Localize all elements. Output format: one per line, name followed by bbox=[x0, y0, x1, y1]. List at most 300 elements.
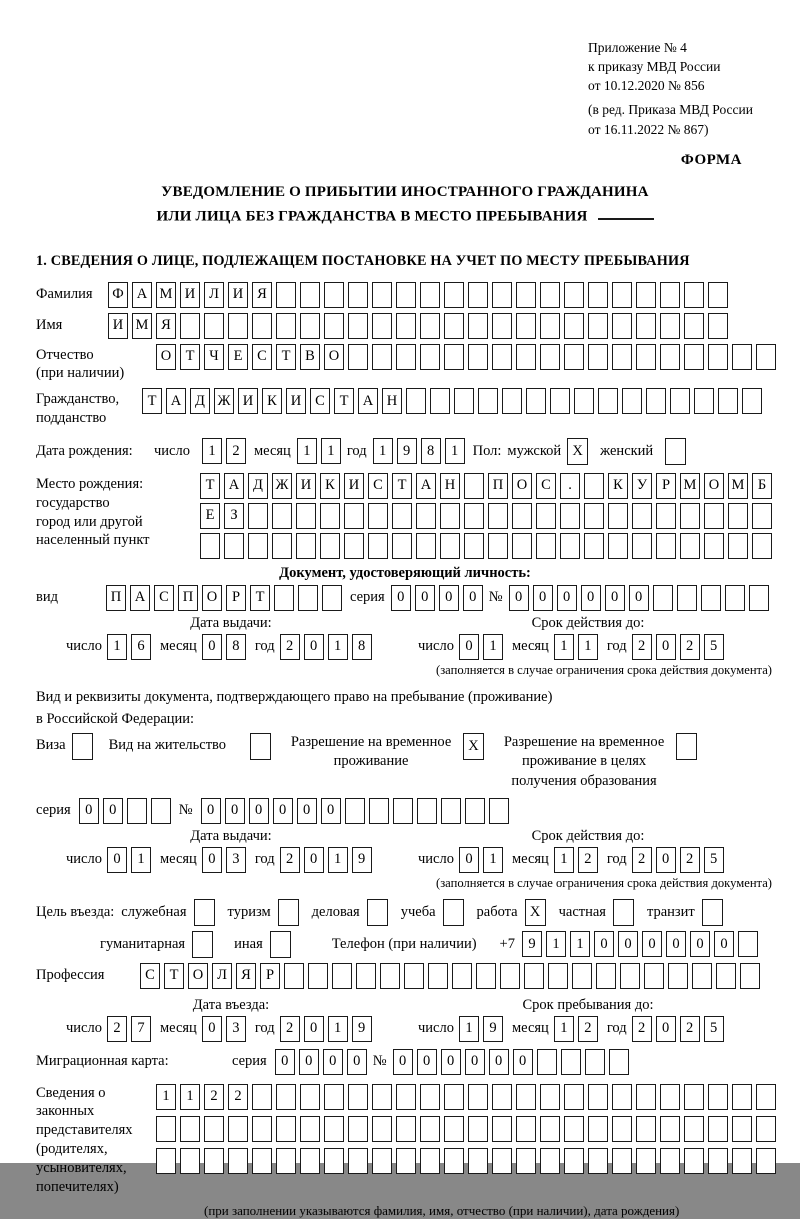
char-cell bbox=[356, 963, 376, 989]
issue-date-title: Дата выдачи: bbox=[190, 827, 272, 844]
char-cell: 0 bbox=[347, 1049, 367, 1075]
char-cell bbox=[738, 931, 758, 957]
char-cell bbox=[516, 1084, 536, 1110]
visit-purpose-row1: Цель въезда: служебная туризм деловая учеба работа X частная транзит bbox=[36, 899, 774, 926]
char-cell: 2 bbox=[280, 634, 300, 660]
char-cell bbox=[584, 473, 604, 499]
char-cell bbox=[752, 503, 772, 529]
option-temporary-residence-education: Разрешение на временное проживание в целях получения образования bbox=[500, 733, 697, 792]
char-cell: 2 bbox=[107, 1016, 127, 1042]
char-cell bbox=[728, 503, 748, 529]
char-cell bbox=[320, 533, 340, 559]
entry-month-cells bbox=[202, 1016, 246, 1042]
char-cell bbox=[561, 1049, 581, 1075]
char-cell bbox=[560, 533, 580, 559]
char-cell bbox=[444, 1148, 464, 1174]
char-cell bbox=[574, 388, 594, 414]
stay-day-cells bbox=[459, 1016, 503, 1042]
char-cell bbox=[756, 1084, 776, 1110]
char-cell bbox=[452, 963, 472, 989]
char-cell: 2 bbox=[578, 1016, 598, 1042]
char-cell bbox=[248, 533, 268, 559]
char-cell: 0 bbox=[202, 1016, 222, 1042]
char-cell bbox=[548, 963, 568, 989]
char-cell: Т bbox=[200, 473, 220, 499]
char-cell: 1 bbox=[554, 634, 574, 660]
char-cell: 0 bbox=[391, 585, 411, 611]
char-cell bbox=[404, 963, 424, 989]
char-cell bbox=[677, 585, 697, 611]
char-cell bbox=[564, 1148, 584, 1174]
birth-month-cells bbox=[297, 438, 341, 464]
residence-doc-intro: Вид и реквизиты документа, подтверждающего право на пребывание (проживание) в Российской Федерации: bbox=[36, 688, 553, 728]
annex-line: Приложение № 4 bbox=[588, 40, 687, 55]
char-cell bbox=[716, 963, 736, 989]
stay-year-cells bbox=[632, 1016, 724, 1042]
char-cell bbox=[708, 313, 728, 339]
char-cell: 0 bbox=[513, 1049, 533, 1075]
char-cell: И bbox=[180, 282, 200, 308]
temporary-residence-education-checkbox bbox=[676, 733, 697, 760]
char-cell: 0 bbox=[666, 931, 686, 957]
birth-place-label: Место рождения: государство город или другой населенный пункт bbox=[36, 475, 150, 549]
char-cell: С bbox=[154, 585, 174, 611]
char-cell bbox=[372, 344, 392, 370]
char-cell bbox=[348, 313, 368, 339]
char-cell bbox=[588, 1084, 608, 1110]
char-cell bbox=[536, 533, 556, 559]
char-cell: 0 bbox=[79, 798, 99, 824]
identity-doc-dates: Дата выдачи: число 1 6 месяц 0 8 год 2 0 1 8 Срок действия до: число 0 1 месяц 1 1 год 2 0 2 5 bbox=[36, 615, 774, 660]
char-cell: 0 bbox=[297, 798, 317, 824]
char-cell bbox=[732, 344, 752, 370]
representatives-note: (при заполнении указываются фамилия, имя, отчество (при наличии), дата рождения) bbox=[204, 1202, 680, 1218]
stay-until-title: Срок пребывания до: bbox=[522, 996, 654, 1013]
char-cell bbox=[588, 313, 608, 339]
char-cell: О bbox=[324, 344, 344, 370]
purpose-tourism-checkbox bbox=[278, 899, 299, 926]
char-cell bbox=[660, 1116, 680, 1142]
char-cell bbox=[380, 963, 400, 989]
char-cell bbox=[454, 388, 474, 414]
char-cell bbox=[276, 1084, 296, 1110]
char-cell: 0 bbox=[714, 931, 734, 957]
char-cell bbox=[324, 1148, 344, 1174]
char-cell: 3 bbox=[226, 1016, 246, 1042]
char-cell: 0 bbox=[581, 585, 601, 611]
char-cell bbox=[524, 963, 544, 989]
char-cell: 0 bbox=[629, 585, 649, 611]
purpose-label: Цель въезда: bbox=[36, 903, 115, 920]
char-cell: А bbox=[224, 473, 244, 499]
char-cell: С bbox=[536, 473, 556, 499]
char-cell: 2 bbox=[228, 1084, 248, 1110]
residence-series-cells bbox=[79, 798, 171, 824]
gender-female-label: женский bbox=[600, 442, 654, 459]
char-cell bbox=[516, 344, 536, 370]
profession-row bbox=[36, 963, 774, 989]
identity-doc-header: Документ, удостоверяющий личность: bbox=[279, 564, 531, 581]
char-cell bbox=[151, 798, 171, 824]
char-cell bbox=[348, 344, 368, 370]
char-cell bbox=[588, 1148, 608, 1174]
char-cell bbox=[749, 585, 769, 611]
char-cell: 6 bbox=[131, 634, 151, 660]
representatives-cells-row1 bbox=[156, 1084, 776, 1110]
char-cell bbox=[332, 963, 352, 989]
migration-card-label: Миграционная карта: bbox=[36, 1052, 169, 1069]
char-cell: Т bbox=[142, 388, 162, 414]
char-cell bbox=[324, 282, 344, 308]
char-cell bbox=[564, 344, 584, 370]
char-cell bbox=[368, 503, 388, 529]
char-cell bbox=[516, 282, 536, 308]
birth-year-cells bbox=[373, 438, 465, 464]
char-cell bbox=[252, 1148, 272, 1174]
char-cell bbox=[588, 1116, 608, 1142]
validity-note: (заполняется в случае ограничения срока действия документа) bbox=[436, 662, 772, 677]
char-cell bbox=[440, 533, 460, 559]
patronymic-cells bbox=[156, 344, 776, 370]
char-cell bbox=[392, 503, 412, 529]
char-cell bbox=[372, 313, 392, 339]
valid-until-title: Срок действия до: bbox=[531, 827, 645, 844]
char-cell bbox=[564, 313, 584, 339]
char-cell: 0 bbox=[656, 1016, 676, 1042]
year-label: год bbox=[346, 442, 367, 459]
char-cell bbox=[420, 344, 440, 370]
char-cell bbox=[564, 1084, 584, 1110]
char-cell bbox=[708, 344, 728, 370]
char-cell bbox=[612, 313, 632, 339]
char-cell: 1 bbox=[328, 634, 348, 660]
char-cell: 1 bbox=[321, 438, 341, 464]
char-cell bbox=[420, 282, 440, 308]
char-cell: И bbox=[228, 282, 248, 308]
form-title bbox=[36, 181, 774, 229]
char-cell: Ч bbox=[204, 344, 224, 370]
char-cell bbox=[464, 503, 484, 529]
gender-male-checkbox: X bbox=[567, 438, 588, 465]
gender-female-checkbox bbox=[665, 438, 686, 465]
char-cell: 0 bbox=[201, 798, 221, 824]
identity-issue-year-cells bbox=[280, 634, 372, 660]
char-cell bbox=[584, 533, 604, 559]
char-cell bbox=[540, 1116, 560, 1142]
char-cell bbox=[393, 798, 413, 824]
char-cell bbox=[550, 388, 570, 414]
char-cell: 7 bbox=[131, 1016, 151, 1042]
char-cell: 0 bbox=[605, 585, 625, 611]
migration-series-label: серия bbox=[232, 1052, 267, 1069]
char-cell: 2 bbox=[680, 634, 700, 660]
char-cell bbox=[228, 1148, 248, 1174]
purpose-official-checkbox bbox=[194, 899, 215, 926]
residence-doc-dates: Дата выдачи: число 0 1 месяц 0 3 год 2 0 1 9 Срок действия до: число 0 1 месяц 1 2 год 2 0 2 5 bbox=[36, 828, 774, 873]
char-cell bbox=[540, 282, 560, 308]
migration-card-row bbox=[36, 1049, 774, 1075]
char-cell bbox=[180, 1116, 200, 1142]
char-cell bbox=[348, 1116, 368, 1142]
char-cell bbox=[516, 1116, 536, 1142]
given-name-row bbox=[36, 313, 774, 339]
char-cell: 2 bbox=[632, 1016, 652, 1042]
char-cell bbox=[564, 282, 584, 308]
form-title-line1: УВЕДОМЛЕНИЕ О ПРИБЫТИИ ИНОСТРАННОГО ГРАЖДАНИНА bbox=[161, 183, 649, 200]
char-cell bbox=[612, 1116, 632, 1142]
char-cell: 8 bbox=[352, 634, 372, 660]
char-cell: П bbox=[488, 473, 508, 499]
char-cell: 0 bbox=[225, 798, 245, 824]
char-cell bbox=[465, 798, 485, 824]
char-cell: Л bbox=[204, 282, 224, 308]
amendment-line: (в ред. Приказа МВД России bbox=[588, 102, 753, 118]
char-cell bbox=[636, 1116, 656, 1142]
char-cell: 0 bbox=[656, 847, 676, 873]
char-cell bbox=[660, 1148, 680, 1174]
char-cell: 1 bbox=[459, 1016, 479, 1042]
identity-valid-day-cells bbox=[459, 634, 503, 660]
char-cell bbox=[732, 1116, 752, 1142]
residence-valid-day-cells bbox=[459, 847, 503, 873]
char-cell bbox=[274, 585, 294, 611]
char-cell: О bbox=[188, 963, 208, 989]
char-cell bbox=[572, 963, 592, 989]
annex-line: от 10.12.2020 № 856 bbox=[588, 78, 705, 94]
birth-date-label: Дата рождения: bbox=[36, 442, 133, 459]
char-cell bbox=[500, 963, 520, 989]
char-cell: 1 bbox=[578, 634, 598, 660]
residence-issue-year-cells bbox=[280, 847, 372, 873]
char-cell: 0 bbox=[509, 585, 529, 611]
char-cell bbox=[742, 388, 762, 414]
birth-place-cells-row1 bbox=[200, 473, 772, 499]
char-cell bbox=[656, 533, 676, 559]
char-cell bbox=[252, 1116, 272, 1142]
char-cell: А bbox=[132, 282, 152, 308]
form-title-line2: ИЛИ ЛИЦА БЕЗ ГРАЖДАНСТВА В МЕСТО ПРЕБЫВАНИЯ bbox=[36, 204, 774, 229]
stay-month-cells bbox=[554, 1016, 598, 1042]
char-cell: 2 bbox=[632, 634, 652, 660]
char-cell: 1 bbox=[297, 438, 317, 464]
char-cell: 9 bbox=[397, 438, 417, 464]
char-cell: 0 bbox=[441, 1049, 461, 1075]
char-cell: 1 bbox=[570, 931, 590, 957]
visit-purpose-row2: гуманитарная иная Телефон (при наличии) +7 9 1 1 0 0 0 0 0 0 bbox=[100, 931, 774, 958]
char-cell bbox=[718, 388, 738, 414]
char-cell: 9 bbox=[352, 1016, 372, 1042]
doc-number-label: № bbox=[488, 588, 503, 605]
char-cell bbox=[468, 1084, 488, 1110]
purpose-business-checkbox bbox=[367, 899, 388, 926]
residence-permit-checkbox bbox=[250, 733, 271, 760]
identity-valid-month-cells bbox=[554, 634, 598, 660]
char-cell bbox=[444, 1116, 464, 1142]
char-cell bbox=[204, 1148, 224, 1174]
surname-cells bbox=[108, 282, 728, 308]
char-cell: П bbox=[178, 585, 198, 611]
char-cell bbox=[392, 533, 412, 559]
char-cell bbox=[300, 1148, 320, 1174]
char-cell bbox=[660, 1084, 680, 1110]
char-cell bbox=[468, 1148, 488, 1174]
char-cell: 2 bbox=[632, 847, 652, 873]
char-cell: А bbox=[166, 388, 186, 414]
entry-dates: Дата въезда: число 2 7 месяц 0 3 год 2 0 1 9 Срок пребывания до: число 1 9 месяц 1 2 год 2 0 2 5 bbox=[36, 997, 774, 1042]
char-cell bbox=[692, 963, 712, 989]
char-cell bbox=[308, 963, 328, 989]
char-cell: 0 bbox=[557, 585, 577, 611]
char-cell bbox=[444, 313, 464, 339]
char-cell: 0 bbox=[202, 847, 222, 873]
doc-number-cells bbox=[509, 585, 769, 611]
char-cell bbox=[694, 388, 714, 414]
char-cell bbox=[632, 503, 652, 529]
char-cell: Е bbox=[200, 503, 220, 529]
char-cell bbox=[252, 313, 272, 339]
char-cell bbox=[512, 503, 532, 529]
char-cell: 0 bbox=[415, 585, 435, 611]
char-cell bbox=[252, 1084, 272, 1110]
purpose-private-checkbox bbox=[613, 899, 634, 926]
char-cell: 0 bbox=[323, 1049, 343, 1075]
char-cell bbox=[608, 503, 628, 529]
char-cell bbox=[372, 1084, 392, 1110]
char-cell bbox=[444, 344, 464, 370]
char-cell bbox=[272, 533, 292, 559]
char-cell: Я bbox=[252, 282, 272, 308]
char-cell bbox=[476, 963, 496, 989]
char-cell: К bbox=[608, 473, 628, 499]
char-cell bbox=[612, 1148, 632, 1174]
identity-doc-kind-row bbox=[36, 585, 774, 611]
char-cell bbox=[284, 963, 304, 989]
char-cell: 2 bbox=[226, 438, 246, 464]
char-cell: О bbox=[512, 473, 532, 499]
char-cell: 2 bbox=[680, 847, 700, 873]
char-cell bbox=[708, 1116, 728, 1142]
char-cell bbox=[420, 313, 440, 339]
char-cell bbox=[300, 282, 320, 308]
char-cell: К bbox=[320, 473, 340, 499]
char-cell bbox=[701, 585, 721, 611]
char-cell bbox=[200, 533, 220, 559]
char-cell bbox=[492, 344, 512, 370]
char-cell bbox=[704, 503, 724, 529]
char-cell bbox=[396, 1116, 416, 1142]
char-cell bbox=[684, 282, 704, 308]
char-cell bbox=[324, 1084, 344, 1110]
char-cell: 1 bbox=[554, 847, 574, 873]
day-label: число bbox=[154, 442, 190, 459]
char-cell: 1 bbox=[131, 847, 151, 873]
annex-line: к приказу МВД России bbox=[588, 59, 721, 75]
char-cell bbox=[540, 1084, 560, 1110]
char-cell bbox=[406, 388, 426, 414]
char-cell: 9 bbox=[522, 931, 542, 957]
char-cell: 1 bbox=[328, 847, 348, 873]
char-cell: 1 bbox=[445, 438, 465, 464]
char-cell: 2 bbox=[578, 847, 598, 873]
char-cell: 5 bbox=[704, 1016, 724, 1042]
identity-issue-day-cells bbox=[107, 634, 151, 660]
char-cell bbox=[636, 313, 656, 339]
char-cell bbox=[396, 282, 416, 308]
char-cell bbox=[656, 503, 676, 529]
char-cell bbox=[369, 798, 389, 824]
char-cell: У bbox=[632, 473, 652, 499]
char-cell: 2 bbox=[204, 1084, 224, 1110]
char-cell: 1 bbox=[202, 438, 222, 464]
char-cell: 0 bbox=[690, 931, 710, 957]
char-cell: С bbox=[140, 963, 160, 989]
char-cell: З bbox=[224, 503, 244, 529]
char-cell bbox=[348, 1084, 368, 1110]
char-cell: Д bbox=[248, 473, 268, 499]
char-cell bbox=[344, 533, 364, 559]
char-cell: Т bbox=[180, 344, 200, 370]
char-cell: М bbox=[680, 473, 700, 499]
char-cell bbox=[756, 1148, 776, 1174]
residence-series-label: серия bbox=[36, 801, 71, 818]
char-cell bbox=[670, 388, 690, 414]
char-cell: 0 bbox=[103, 798, 123, 824]
char-cell: 0 bbox=[533, 585, 553, 611]
char-cell: 0 bbox=[439, 585, 459, 611]
char-cell bbox=[127, 798, 147, 824]
char-cell: . bbox=[560, 473, 580, 499]
char-cell bbox=[660, 344, 680, 370]
char-cell bbox=[468, 344, 488, 370]
char-cell bbox=[732, 1148, 752, 1174]
doc-series-cells bbox=[391, 585, 483, 611]
char-cell bbox=[740, 963, 760, 989]
char-cell bbox=[468, 313, 488, 339]
char-cell: 1 bbox=[328, 1016, 348, 1042]
char-cell: Ж bbox=[214, 388, 234, 414]
char-cell bbox=[526, 388, 546, 414]
char-cell: 0 bbox=[107, 847, 127, 873]
char-cell: О bbox=[202, 585, 222, 611]
representatives-cells-row2 bbox=[156, 1116, 776, 1142]
char-cell: А bbox=[358, 388, 378, 414]
char-cell: Т bbox=[250, 585, 270, 611]
citizenship-label: Гражданство, подданство bbox=[36, 391, 120, 427]
char-cell: 0 bbox=[393, 1049, 413, 1075]
char-cell: Н bbox=[440, 473, 460, 499]
char-cell: 8 bbox=[421, 438, 441, 464]
residence-doc-options-row bbox=[36, 733, 774, 792]
char-cell: Б bbox=[752, 473, 772, 499]
char-cell: 0 bbox=[489, 1049, 509, 1075]
char-cell bbox=[300, 1116, 320, 1142]
char-cell bbox=[588, 344, 608, 370]
char-cell bbox=[324, 1116, 344, 1142]
char-cell: 0 bbox=[618, 931, 638, 957]
char-cell bbox=[653, 585, 673, 611]
char-cell bbox=[540, 1148, 560, 1174]
given-name-label: Имя bbox=[36, 316, 63, 333]
char-cell: 0 bbox=[321, 798, 341, 824]
char-cell: С bbox=[310, 388, 330, 414]
char-cell: Т bbox=[334, 388, 354, 414]
char-cell: Е bbox=[228, 344, 248, 370]
section1-heading: 1. СВЕДЕНИЯ О ЛИЦЕ, ПОДЛЕЖАЩЕМ ПОСТАНОВКЕ НА УЧЕТ ПО МЕСТУ ПРЕБЫВАНИЯ bbox=[36, 252, 690, 269]
phone-cells bbox=[522, 931, 758, 957]
entry-date-title: Дата въезда: bbox=[192, 996, 270, 1013]
char-cell: О bbox=[156, 344, 176, 370]
char-cell: 9 bbox=[352, 847, 372, 873]
